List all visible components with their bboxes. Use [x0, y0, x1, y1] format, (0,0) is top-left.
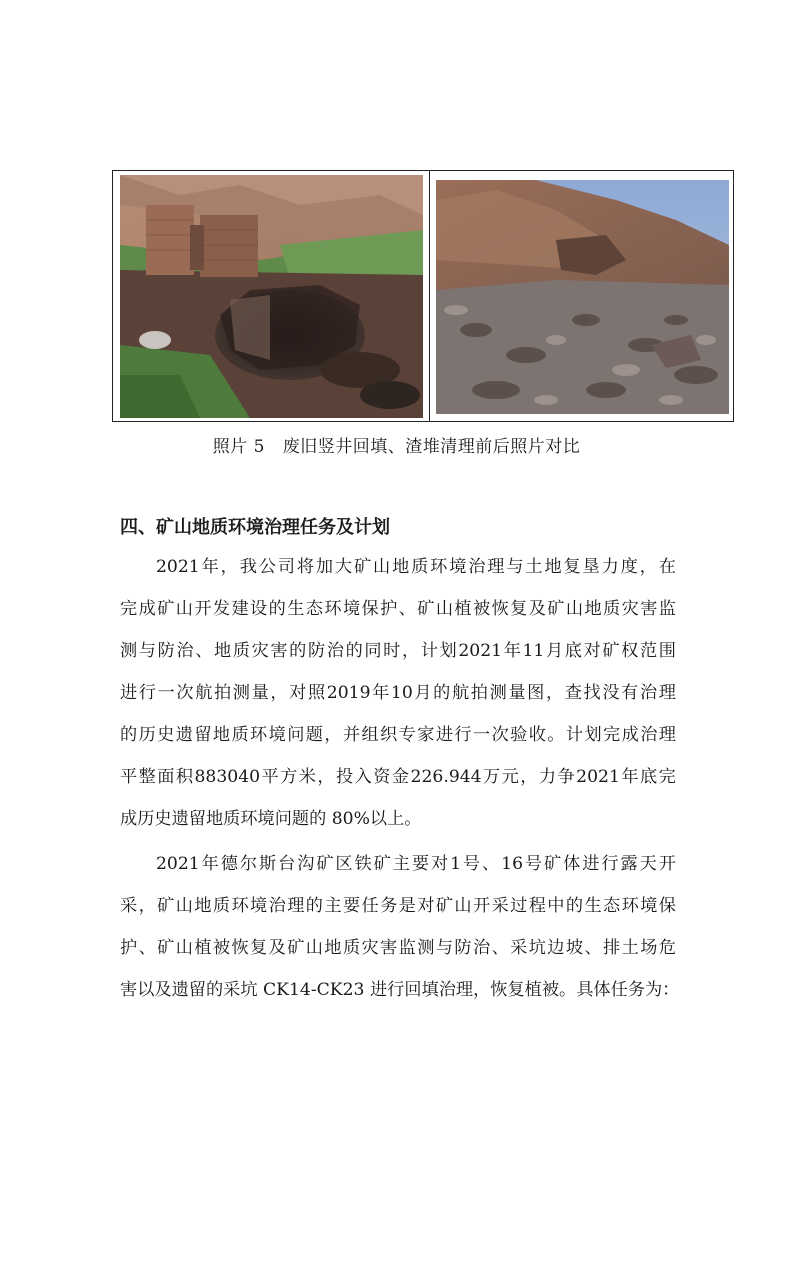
paragraph-line: 2021 年 ， 我 公 司 将 加 大 矿 山 地 质 环 境 治 理 与 土 地 复 垦 力 度 ， 在 [156, 557, 676, 577]
photo-comparison-table [112, 170, 734, 422]
paragraph-line: 成历史遗留地质环境问题的 80%以上。 [120, 809, 422, 829]
paragraph-line: 护 、 矿 山 植 被 恢 复 及 矿 山 地 质 灾 害 监 测 与 防 治 、 采 坑 边 坡 、 排 土 场 危 [120, 938, 676, 958]
photo-after-image [436, 180, 729, 414]
paragraph-line: 平 整 面 积 883040 平 方 米 ， 投 入 资 金 226.944 万 元 ， 力 争 2021 年 底 完 [120, 767, 676, 787]
paragraph-plan-2021 [120, 546, 676, 840]
paragraph-line: 2021 年 德 尔 斯 台 沟 矿 区 铁 矿 主 要 对 1 号 、 16 号 矿 体 进 行 露 天 开 [156, 854, 676, 874]
paragraph-line: 害以及遗留的采坑 CK14-CK23 进行回填治理，恢复植被。具体任务为： [120, 980, 680, 1000]
photo-caption: 照片 5 废旧竖井回填、渣堆清理前后照片对比 [212, 437, 581, 457]
photo-before-image [120, 175, 423, 418]
paragraph-line: 采 ， 矿 山 地 质 环 境 治 理 的 主 要 任 务 是 对 矿 山 开 采 过 程 中 的 生 态 环 境 保 [120, 896, 676, 916]
table-divider [429, 171, 430, 421]
section-heading: 四、矿山地质环境治理任务及计划 [120, 517, 390, 538]
paragraph-line: 完 成 矿 山 开 发 建 设 的 生 态 环 境 保 护 、 矿 山 植 被 恢 复 及 矿 山 地 质 灾 害 监 [120, 599, 676, 619]
photo-after-slag-cleanup [436, 180, 729, 414]
photo-before-shaft-backfill [120, 175, 423, 418]
paragraph-mining-tasks [120, 843, 680, 1011]
paragraph-line: 的 历 史 遗 留 地 质 环 境 问 题 ， 并 组 织 专 家 进 行 一 次 验 收 。 计 划 完 成 治 理 [120, 725, 676, 745]
paragraph-line: 测 与 防 治 、 地 质 灾 害 的 防 治 的 同 时 ， 计 划 2021 年 11 月 底 对 矿 权 范 围 [120, 641, 676, 661]
paragraph-line: 进 行 一 次 航 拍 测 量 ， 对 照 2019 年 10 月 的 航 拍 测 量 图 ， 查 找 没 有 治 理 [120, 683, 676, 703]
